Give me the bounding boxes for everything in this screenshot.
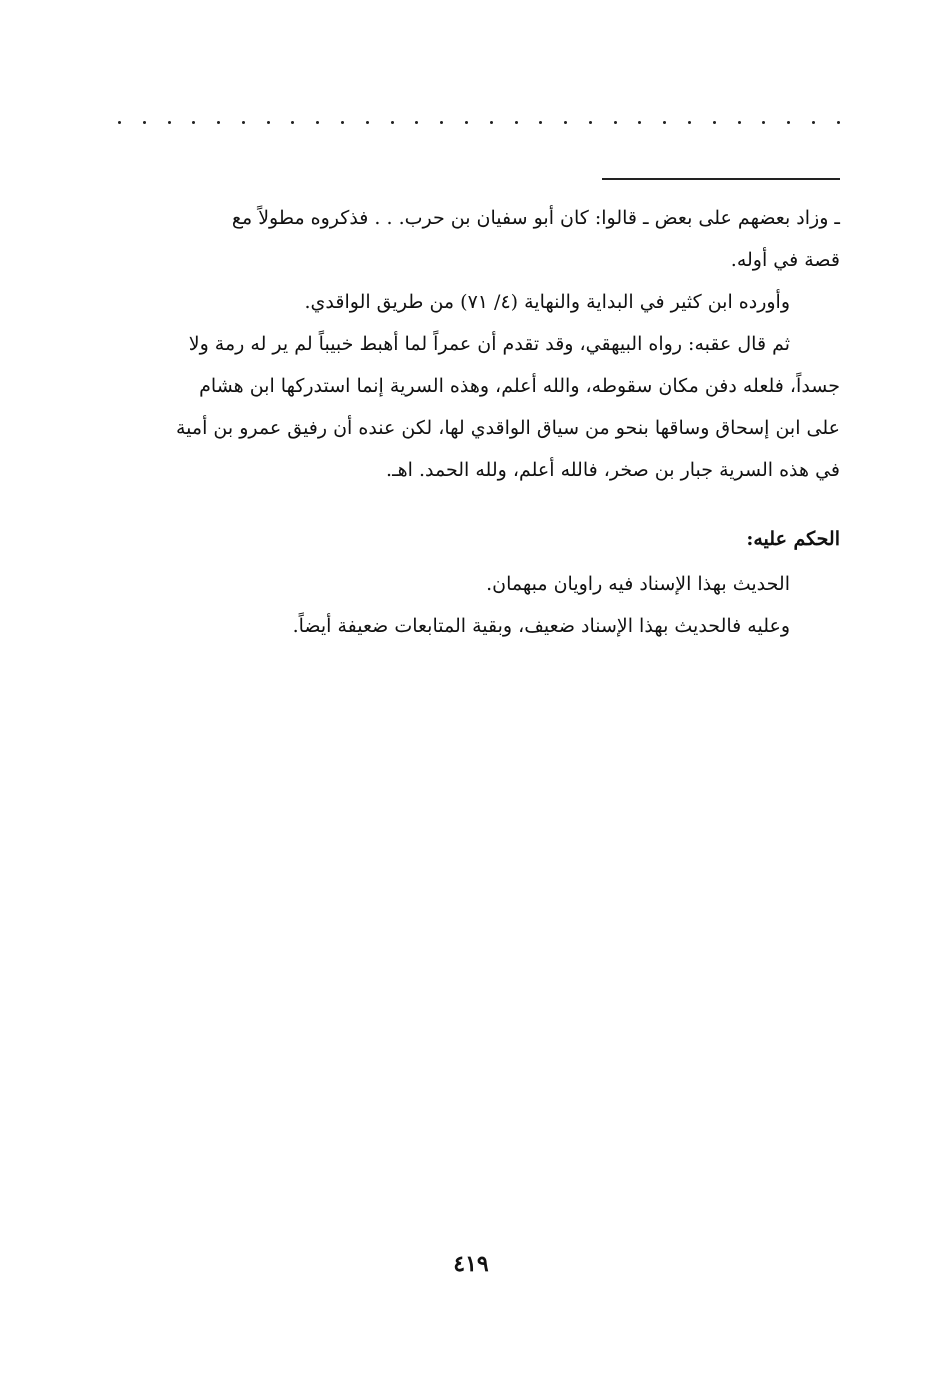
separator-dot <box>341 121 344 124</box>
separator-dot <box>118 121 121 124</box>
comment-line-2: جسداً، فلعله دفن مكان سقوطه، والله أعلم، وهذه السرية إنما استدركها ابن هشام <box>199 375 840 397</box>
footnote-block <box>110 197 840 491</box>
footnote-line-2: قصة في أوله. <box>730 249 840 271</box>
separator-dot <box>415 121 418 124</box>
comment-line-4: في هذه السرية جبار بن صخر، فالله أعلم، ولله الحمد. اهـ. <box>386 459 840 481</box>
separator-dot <box>391 121 394 124</box>
separator-dot <box>143 121 146 124</box>
dotted-separator <box>118 112 840 132</box>
footnote-line-1: ـ وزاد بعضهم على بعض ـ قالوا: كان أبو سفيان بن حرب. . . فذكروه مطولاً مع <box>231 207 840 229</box>
ruling-heading: الحكم عليه: <box>746 528 840 550</box>
separator-dot <box>787 121 790 124</box>
separator-dot <box>490 121 493 124</box>
separator-dot <box>366 121 369 124</box>
comment-line-1: ثم قال عقبه: رواه البيهقي، وقد تقدم أن عمراً لما أهبط خبيباً لم ير له رمة ولا <box>188 333 790 355</box>
separator-dot <box>168 121 171 124</box>
separator-dot <box>762 121 765 124</box>
separator-dot <box>242 121 245 124</box>
separator-dot <box>192 121 195 124</box>
ruling-line-2: وعليه فالحديث بهذا الإسناد ضعيف، وبقية المتابعات ضعيفة أيضاً. <box>292 615 790 637</box>
separator-dot <box>738 121 741 124</box>
separator-dot <box>564 121 567 124</box>
separator-dot <box>713 121 716 124</box>
separator-dot <box>589 121 592 124</box>
source-line: وأورده ابن كثير في البداية والنهاية (٤/ ٧١) من طريق الواقدي. <box>304 291 790 313</box>
ruling-block <box>110 563 840 647</box>
separator-dot <box>539 121 542 124</box>
separator-dot <box>316 121 319 124</box>
separator-dot <box>440 121 443 124</box>
separator-dot <box>688 121 691 124</box>
footnote-rule <box>602 178 840 180</box>
separator-dot <box>515 121 518 124</box>
separator-dot <box>837 121 840 124</box>
page-number: ٤١٩ <box>453 1251 489 1277</box>
separator-dot <box>217 121 220 124</box>
comment-line-3: على ابن إسحاق وساقها بنحو من سياق الواقدي لها، لكن عنده أن رفيق عمرو بن أمية <box>176 417 840 439</box>
separator-dot <box>291 121 294 124</box>
ruling-line-1: الحديث بهذا الإسناد فيه راويان مبهمان. <box>486 573 790 595</box>
separator-dot <box>267 121 270 124</box>
separator-dot <box>812 121 815 124</box>
separator-dot <box>614 121 617 124</box>
separator-dot <box>663 121 666 124</box>
separator-dot <box>465 121 468 124</box>
separator-dot <box>638 121 641 124</box>
